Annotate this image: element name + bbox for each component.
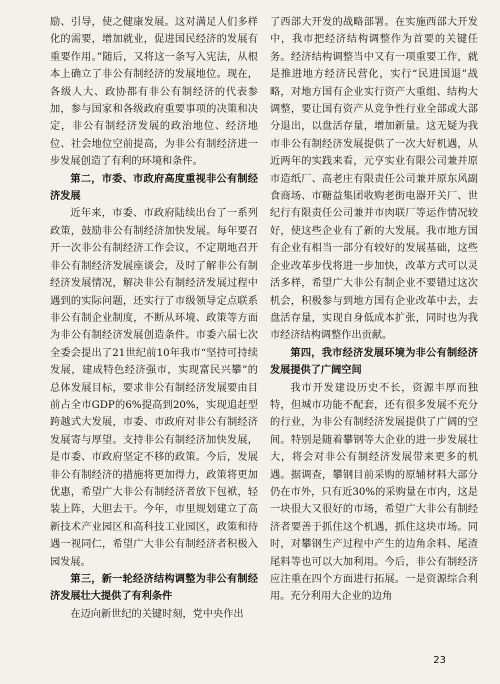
section-heading: 第三，新一轮经济结构调整为非公有制经济发展壮大提供了有利条件 [50,573,258,603]
section-heading: 第四，我市经济发展环境为非公有制经济发展提供了广阔空间 [270,346,478,377]
left-column [50,14,258,623]
paragraph: 励、引导，使之健康发展。这对满足人们多样化的需要，增加就业，促进国民经济的发展有重要作用。”随后，又将这一条写入宪法，从根本上确立了非公有制经济的发展地位。现在，各级人大、政协都有非公有制经济的代表参加，参与国家和各级政府重要事项的决策和决定，非公有制经济发展的政治地位、经济地位、社会地位空前提高，为非公有制经济进一步发展创造了有利的环境和条件。 [50,17,258,168]
text-columns [50,14,484,623]
paragraph: 近年来，市委、市政府陆续出台了一系列政策，鼓励非公有制经济加快发展。每年要召开一次非公有制经济工作会议，不定期地召开非公有制经济发展座谈会，及时了解非公有制经济发展情况，解决非公有制经济发展过程中遇到的实际问题，还实行了市级领导定点联系非公有制企业制度，不断从环境、政策等方面为非公有制经济发展创造条件。市委六届七次全委会提出了21世纪前10年我市“坚持可持续发展，建成特色经济强市，实现富民兴攀”的总体发展目标，要求非公有制经济发展要由目前占全市GDP的6%提高到20%，实现追赶型跨越式大发展，市委、市政府对非公有制经济发展寄与厚望。支持非公有制经济加快发展，是市委、市政府坚定不移的政策。今后，发展非公有制经济的措施将更加得力，政策将更加优惠，希望广大非公有制经济者放下包袱，轻装上阵，大胆去干。今年，市里规划建立了高新技术产业园区和高科技工业园区，政策和待遇一视同仁，希望广大非公有制经济者积极入园发展。 [50,208,258,568]
paragraph: 我市开发建设历史不长，资源丰厚而独特，但城市功能不配套，还有很多发展不充分的行业，为非公有制经济发展提供了广阔的空间。特别是随着攀钢等大企业的进一步发展壮大，将会对非公有制经济发展带来更多的机遇。据调查，攀钢目前采购的原辅材料大部分仍在市外，只有近30%的采购量在市内，这是一块很大又很好的市场，希望广大非公有制经济者要善于抓住这个机遇，抓住这块市场。同时，对攀钢生产过程中产生的边角余料、尾渣尾料等也可以大加利用。今后，非公有制经济应注重在四个方面进行拓展。一是资源综合利用。充分利用大企业的边角 [270,382,478,603]
paragraph: 在迈向新世纪的关键时刻，党中央作出 [70,608,244,620]
right-column [270,14,478,623]
paragraph: 了西部大开发的战略部署。在实施西部大开发中，我市把经济结构调整作为首要的关键任务。经济结构调整当中又有一项重要工作，就是推进地方经济民营化，实行“民进国退”战略，对地方国有企业实行资产大重组、结构大调整，要让国有资产从竞争性行业全部或大部分退出，以盘活存量，增加新量。这无疑为我市非公有制经济发展提供了一次大好机遇，从近两年的实践来看，元亨实业有限公司兼并原市造纸厂、高老庄有限责任公司兼并原东风副食商场、市糖益集团收购老街电器开关厂、世纪行有限责任公司兼并市肉联厂等运作情况较好，使这些企业有了新的大发展。我市地方国有企业有相当一部分有较好的发展基础，这些企业改革步伐将进一步加快，改革方式可以灵活多样，希望广大非公有制企业不要错过这次机会，积极参与到地方国有企业改革中去，去盘活存量，实现自身低成本扩张，同时也为我市经济结构调整作出贡献。 [270,17,478,342]
page-number: 23 [433,655,446,666]
section-heading: 第二，市委、市政府高度重视非公有制经济发展 [50,172,258,203]
